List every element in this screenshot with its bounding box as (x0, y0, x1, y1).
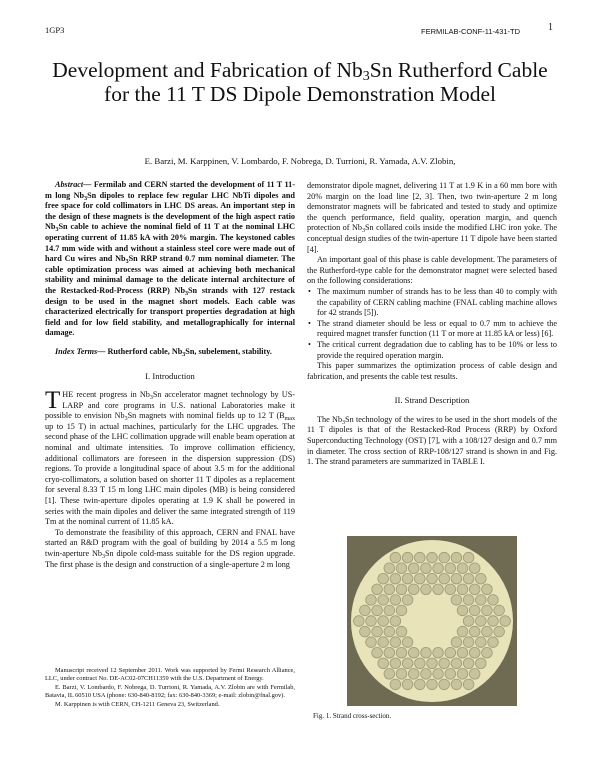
subelement (451, 552, 462, 563)
subelement (445, 647, 456, 658)
subelement (494, 626, 505, 637)
subelement (488, 637, 499, 648)
subelement (469, 605, 480, 616)
subelement (439, 679, 450, 690)
subelement (445, 669, 456, 680)
intro-paragraph-1: THE recent progress in $Nb_3Sn$ accelerator magnet technology by US-LARP and core programs in U.S. national Laboratories make it possible to envision $Nb_3Sn$ magnets with nominal fields up to 12 T ($B_{max}$ up to 15 T) in actual machines, particularly for the LHC upgrades. The second phase of the LHC collimation upgrade will enable beam operation at nominal and ultimate intensities. To improve collimation efficiency, additional collimators are foreseen in the dispersion suppression (DS) regions. To provide a longitudinal space of about 3.5 m for the additional cryo-collimators, a solution based on shorter 11 T dipoles as a replacement for several 8.33 T 15 m long LHC main dipoles (MB) is being considered [1]. These twin-aperture dipoles operating at 1.9 K shall be powered in series with the main dipoles and deliver the same integrated strength of 119 Tm at the nominal current of 11.85 kA. (45, 387, 295, 527)
subelement (433, 584, 444, 595)
subelement (396, 669, 407, 680)
subelement (439, 573, 450, 584)
section-heading-strand: II. Strand Description (394, 395, 470, 406)
subelement (451, 637, 462, 648)
subelement (366, 595, 377, 606)
subelement (469, 669, 480, 680)
strand-paragraph: The $Nb_3Sn$ technology of the wires to be used in the short models of the 11 T dipoles is that of the Restacked-Rod Process (RRP) by Oxford Superconducting Technology (OST) [7], with a 108/127 design and 0.7 mm in diameter. The cross section of RRP-108/127 strand is shown in and Fig. 1. The strand parameters are summarized in TABLE I. (307, 414, 557, 467)
subelement (378, 616, 389, 627)
subelement (360, 626, 371, 637)
footnote-affiliation-fermilab: E. Barzi, V. Lombardo, F. Nobrega, D. Turrioni, R. Yamada, A.V. Zlobin are with Fermilab, Batavia, IL 60510 USA (phone: 630-840-8192; fax: 630-840-3369; e-mail: zlobin@fnal.gov). (45, 683, 295, 700)
subelement (390, 595, 401, 606)
subelement (402, 595, 413, 606)
subelement (421, 669, 432, 680)
subelement (451, 573, 462, 584)
subelement (482, 626, 493, 637)
subelement (378, 573, 389, 584)
subelement (439, 658, 450, 669)
header-left: 1GP3 (45, 25, 65, 35)
subelement (378, 637, 389, 648)
subelement (451, 595, 462, 606)
subelement (415, 679, 426, 690)
subelement (396, 647, 407, 658)
subelement (463, 658, 474, 669)
subelement (384, 626, 395, 637)
footnote-affiliation-cern: M. Karppinen is with CERN, CH-1211 Geneva 23, Switzerland. (55, 700, 220, 708)
subelement (372, 605, 383, 616)
subelement (488, 616, 499, 627)
index-terms: Index Terms— Rutherford cable, $Nb_3Sn$, subelement, stability. (55, 346, 272, 358)
list-item: • The maximum number of strands has to be less than 40 to comply with the capability of CERN cabling machine (FNAL cabling machine allows for 42 strands [5]). (317, 287, 557, 319)
subelement (354, 616, 365, 627)
subelement (384, 647, 395, 658)
subelement (390, 658, 401, 669)
list-item: • The critical current degradation due to cabling has to be 10% or less to provide the required operation margin. (317, 340, 557, 361)
subelement (384, 669, 395, 680)
list-item: • The strand diameter should be less or equal to 0.7 mm to achieve the required magnet transfer function (11 T or more at 11.85 kA or less) [6]. (317, 319, 557, 340)
section-heading-introduction: I. Introduction (145, 370, 195, 381)
subelement (408, 669, 419, 680)
subelement (457, 605, 468, 616)
subelement (408, 563, 419, 574)
subelement (402, 637, 413, 648)
subelement (476, 573, 487, 584)
subelement (463, 679, 474, 690)
subelement (463, 552, 474, 563)
subelement (476, 616, 487, 627)
subelement (384, 584, 395, 595)
header-report-number: FERMILAB-CONF-11-431-TD (421, 27, 521, 36)
subelement (396, 626, 407, 637)
subelement (433, 647, 444, 658)
subelement (469, 563, 480, 574)
subelement (500, 616, 511, 627)
subelement (396, 584, 407, 595)
subelement (390, 679, 401, 690)
subelement (427, 679, 438, 690)
subelement (457, 563, 468, 574)
subelement (469, 626, 480, 637)
drop-cap: T (45, 387, 61, 415)
subelement (457, 669, 468, 680)
subelement (445, 563, 456, 574)
subelement (463, 595, 474, 606)
subelement (390, 573, 401, 584)
subelement (372, 626, 383, 637)
subelement (396, 605, 407, 616)
subelement (366, 616, 377, 627)
right-paragraph-3: This paper summarizes the optimization process of cable design and fabrication, and presents the cable test results. (307, 361, 557, 381)
subelement (390, 552, 401, 563)
subelement (402, 658, 413, 669)
page-number: 1 (548, 22, 553, 33)
subelement (360, 605, 371, 616)
subelement (457, 626, 468, 637)
subelement (463, 637, 474, 648)
subelement (469, 584, 480, 595)
author-list: E. Barzi, M. Karppinen, V. Lombardo, F. Nobrega, D. Turrioni, R. Yamada, A.V. Zlobin, (144, 156, 456, 166)
footnote-manuscript: Manuscript received 12 September 2011. Work was supported by Fermi Research Alliance, LLC, under contract No. DE-AC02-07CH11359 with the U.S. Department of Energy. (45, 667, 295, 683)
right-paragraph-2: An important goal of this phase is cable development. The parameters of the Rutherford-type cable for the demonstrator magnet were selected based on the following considerations: (307, 255, 557, 286)
subelement (494, 605, 505, 616)
subelement (488, 595, 499, 606)
subelement (402, 573, 413, 584)
subelement (463, 616, 474, 627)
subelement (378, 595, 389, 606)
abstract: Abstract— Fermilab and CERN started the development of 11 T 11-m long $Nb_3Sn$ dipoles to replace few regular LHC NbTi dipoles and free space for cold collimators in LHC DS areas. An important step in the design of these magnets is the development of the high aspect ratio $Nb_3Sn$ cable to achieve the nominal field of 11 T at the nominal LHC operating current of 11.85 kA with 20% margin. The keystoned cables 14.7 mm wide with and without a stainless steel core were made out of hard Cu wires and $Nb_3Sn$ RRP strand 0.7 mm nominal diameter. The cable optimization process was aimed at achieving both mechanical stability and minimal damage to the delicate internal architecture of the Restacked-Rod-Process (RRP) $Nb_3Sn$ strands with 127 restack design to be used in the magnet short models. Each cable was characterized electrically for transport properties degradation at high field and for low field stability, and metallographically for internal damage. (45, 180, 295, 338)
strand-cross-section-image (347, 536, 517, 706)
subelement (390, 637, 401, 648)
subelement (408, 647, 419, 658)
subelement (421, 563, 432, 574)
subelement (427, 658, 438, 669)
right-paragraph-1: demonstrator dipole magnet, delivering 11 T at 1.9 K in a 60 mm bore with 20% margin on the load line [2, 3]. Then, two twin-aperture 2 m long demonstrator magnets will be fabricated and tested to study and optimize the quench performance, field quality, operation margin, and quench protection of $Nb_3Sn$ collared coils inside the modified LHC iron yoke. The conceptual design studies of the twin-aperture 11 T dipole have been started [4]. (307, 181, 557, 254)
subelement (457, 647, 468, 658)
subelement (445, 584, 456, 595)
subelement (366, 637, 377, 648)
subelement (476, 637, 487, 648)
paper-title: Development and Fabrication of $Nb_3Sn$ Rutherford Cable for the 11 T DS Dipole Demonstration Model (52, 58, 548, 106)
subelement (457, 584, 468, 595)
subelement (415, 573, 426, 584)
subelement (408, 584, 419, 595)
subelement (378, 658, 389, 669)
subelement (482, 647, 493, 658)
subelement (415, 552, 426, 563)
right-column (307, 181, 557, 468)
strand-cross-section-figure (347, 536, 517, 706)
subelement (469, 647, 480, 658)
subelement (476, 658, 487, 669)
subelement (427, 552, 438, 563)
subelement (402, 679, 413, 690)
subelement (451, 658, 462, 669)
subelement (476, 595, 487, 606)
subelement (384, 563, 395, 574)
figure-caption: Fig. 1. Strand cross-section. (313, 712, 392, 720)
subelement (415, 658, 426, 669)
footnote (45, 667, 295, 709)
subelement (433, 563, 444, 574)
subelement (482, 605, 493, 616)
intro-paragraph-2: To demonstrate the feasibility of this approach, CERN and FNAL have started an R&D program with the goal of building by 2014 a 5.5 m long twin-aperture $Nb_3Sn$ dipole cold-mass suitable for the DS region upgrade. The first phase is the design and construction of a single-aperture 2 m long (45, 527, 296, 569)
subelement (384, 605, 395, 616)
subelement (396, 563, 407, 574)
subelement (390, 616, 401, 627)
subelement (372, 584, 383, 595)
subelement (439, 552, 450, 563)
subelement (463, 573, 474, 584)
subelement (433, 669, 444, 680)
subelement (427, 573, 438, 584)
left-column (45, 180, 295, 570)
subelement (421, 647, 432, 658)
subelement (482, 584, 493, 595)
subelement (421, 584, 432, 595)
subelement (451, 679, 462, 690)
consideration-list (307, 287, 557, 361)
subelement (402, 552, 413, 563)
subelement (372, 647, 383, 658)
